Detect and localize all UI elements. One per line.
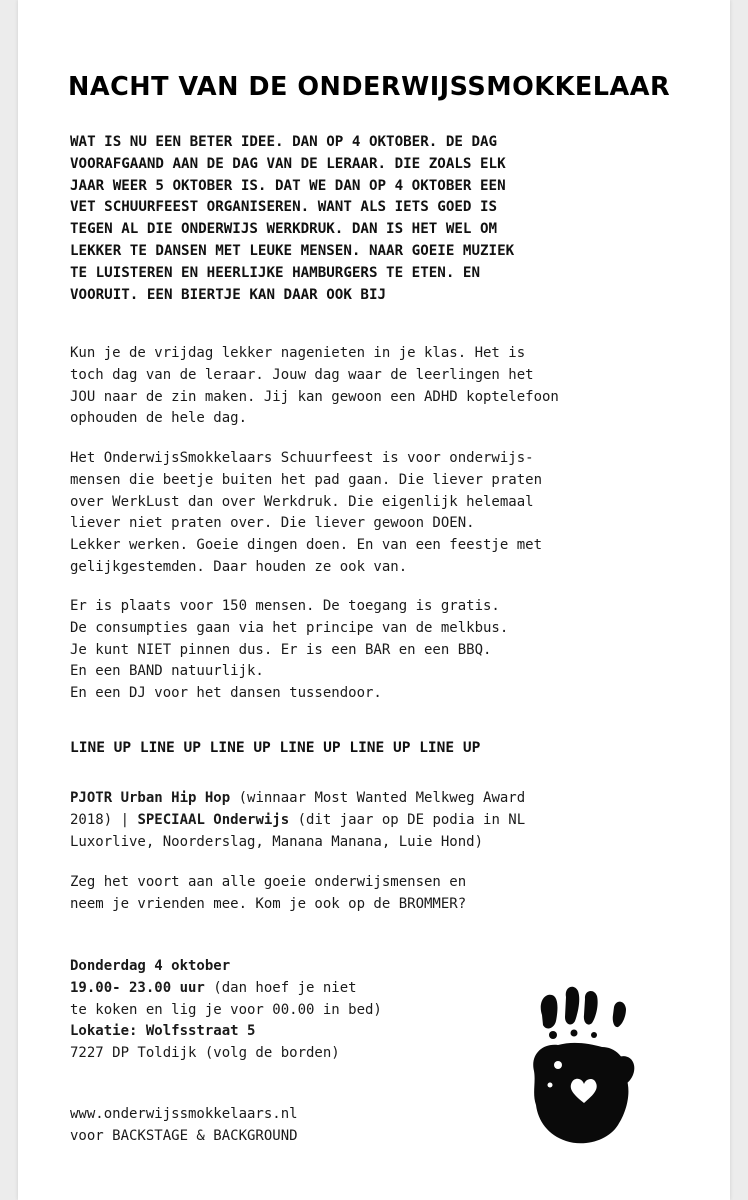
intro-line: VOORUIT. EEN BIERTJE KAN DAAR OOK BIJ xyxy=(70,286,387,303)
text-line: Zeg het voort aan alle goeie onderwijsmensen en xyxy=(70,874,467,890)
text-line: gelijkgestemden. Daar houden ze ook van. xyxy=(70,558,408,575)
intro-line: TEGEN AL DIE ONDERWIJS WERKDRUK. DAN IS HET WEL OM xyxy=(70,221,498,238)
text-line: Het OnderwijsSmokkelaars Schuurfeest is voor onderwijs- xyxy=(70,450,534,466)
paragraph-praktisch xyxy=(70,596,680,705)
event-time-note: (dan hoef je niet xyxy=(204,979,357,996)
text-line: neem je vrienden mee. Kom je ook op de BROMMER? xyxy=(70,895,467,912)
text-line: Lekker werken. Goeie dingen doen. En van een feestje met xyxy=(70,537,543,554)
text-line: En een DJ voor het dansen tussendoor. xyxy=(70,685,382,702)
intro-line: LEKKER TE DANSEN MET LEUKE MENSEN. NAAR GOEIE MUZIEK xyxy=(70,242,515,259)
text-line xyxy=(70,810,680,832)
event-postcode: 7227 DP Toldijk (volg de borden) xyxy=(70,1045,340,1062)
event-date xyxy=(70,956,680,978)
paragraph-zeg-het-voort xyxy=(70,872,680,916)
event-time-text: 19.00- 23.00 uur xyxy=(70,979,205,996)
act-pjotr-note: (winnaar Most Wanted Melkweg Award xyxy=(230,790,526,806)
intro-line: JAAR WEER 5 OKTOBER IS. DAT WE DAN OP 4 OKTOBER EEN xyxy=(70,177,506,194)
text-line xyxy=(70,788,680,810)
act-speciaal: SPECIAAL Onderwijs xyxy=(137,811,290,828)
lineup-heading: LINE UP LINE UP LINE UP LINE UP LINE UP LINE UP xyxy=(70,740,481,756)
text-line: Er is plaats voor 150 mensen. De toegang is gratis. xyxy=(70,598,500,614)
flyer-title: NACHT VAN DE ONDERWIJSSMOKKELAAR xyxy=(68,72,671,102)
lineup-acts xyxy=(70,788,680,853)
text-line: Kun je de vrijdag lekker nagenieten in je klas. Het is xyxy=(70,345,526,361)
intro-line: WAT IS NU EEN BETER IDEE. DAN OP 4 OKTOBER. DE DAG xyxy=(70,134,498,150)
text-line: mensen die beetje buiten het pad gaan. Die liever praten xyxy=(70,471,543,488)
text-line: JOU naar de zin maken. Jij kan gewoon een ADHD koptelefoon xyxy=(70,388,559,405)
text-line: over WerkLust dan over Werkdruk. Die eigenlijk helemaal xyxy=(70,493,534,510)
paragraph-vrijdag xyxy=(70,343,680,430)
event-time-note-2: te koken en lig je voor 00.00 in bed) xyxy=(70,1001,382,1018)
paragraph-schuurfeest xyxy=(70,448,680,579)
intro-line: TE LUISTEREN EN HEERLIJKE HAMBURGERS TE ETEN. EN xyxy=(70,264,480,281)
text-line: liever niet praten over. Die liever gewoon DOEN. xyxy=(70,515,475,532)
text-line: toch dag van de leraar. Jouw dag waar de leerlingen het xyxy=(70,366,534,383)
website-link[interactable]: www.onderwijssmokkelaars.nl xyxy=(70,1106,298,1122)
text-line: Je kunt NIET pinnen dus. Er is een BAR en een BBQ. xyxy=(70,641,492,658)
intro-line: VOORAFGAAND AAN DE DAG VAN DE LERAAR. DIE ZOALS ELK xyxy=(70,155,506,172)
intro-block xyxy=(70,132,670,306)
text-line: ophouden de hele dag. xyxy=(70,410,248,427)
year-text: 2018) | xyxy=(70,811,138,828)
text-line: Luxorlive, Noorderslag, Manana Manana, Luie Hond) xyxy=(70,833,484,850)
intro-line: VET SCHUURFEEST ORGANISEREN. WANT ALS IETS GOED IS xyxy=(70,199,498,216)
footer-tagline: voor BACKSTAGE & BACKGROUND xyxy=(70,1127,298,1144)
event-location-text: Lokatie: Wolfsstraat 5 xyxy=(70,1023,256,1040)
text-line: De consumpties gaan via het principe van de melkbus. xyxy=(70,619,509,636)
handprint-icon xyxy=(528,985,638,1150)
act-pjotr: PJOTR Urban Hip Hop xyxy=(70,790,231,806)
act-speciaal-note: (dit jaar op DE podia in NL xyxy=(289,811,526,828)
text-line: En een BAND natuurlijk. xyxy=(70,663,264,680)
event-date-text: Donderdag 4 oktober xyxy=(70,958,231,974)
